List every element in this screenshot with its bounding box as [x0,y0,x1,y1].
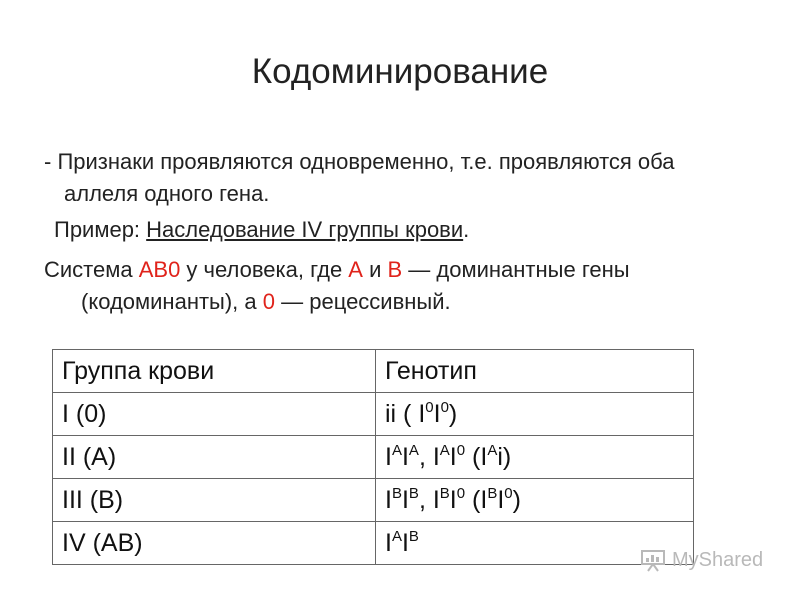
allele-a: А [348,257,363,282]
slide-title: Кодоминирование [251,52,549,91]
blood-group-table [52,349,694,565]
table-row [53,436,694,479]
header-genotype: Генотип [376,350,694,393]
table-header-row [53,350,694,393]
table-row [53,479,694,522]
genotype-cell: $I^BI^B$, $I^BI^0$ $(I^BI^0)$ [376,479,694,522]
allele-b: В [387,257,403,282]
system-paragraph [44,254,630,318]
system-line-2: (кодоминанты), а 0 — рецессивный. [81,289,451,314]
watermark-text: MyShared [672,548,764,571]
allele-zero: 0 [262,289,276,314]
example-link[interactable]: Наследование IV группы крови [146,217,464,242]
watermark [640,548,763,572]
definition-line-1: - Признаки проявляются одновременно, т.е. проявляются оба [44,149,675,174]
blood-group-cell: I (0) [53,393,376,436]
example-prefix: Пример: [54,217,147,242]
definition-line-2: аллеля одного гена. [64,181,270,206]
abo-term: АВ0 [138,257,181,282]
genotype-cell: $I^AI^B$ [376,522,694,565]
genotype-cell: ii ( $I^0I^0$) [376,393,694,436]
header-blood-group: Группа крови [53,350,376,393]
blood-group-cell: III (B) [53,479,376,522]
presentation-board-icon [640,548,666,572]
definition-paragraph [44,146,675,210]
blood-group-cell: II (A) [53,436,376,479]
table-row [53,522,694,565]
example-paragraph [54,214,469,246]
blood-group-cell: IV (AB) [53,522,376,565]
example-suffix: . [463,217,470,242]
table-row [53,393,694,436]
genotype-cell: $I^AI^A$, $I^AI^0$ $(I^Ai)$ [376,436,694,479]
system-line-1: Система АВ0 у человека, где А и В — доминантные гены [44,257,630,282]
